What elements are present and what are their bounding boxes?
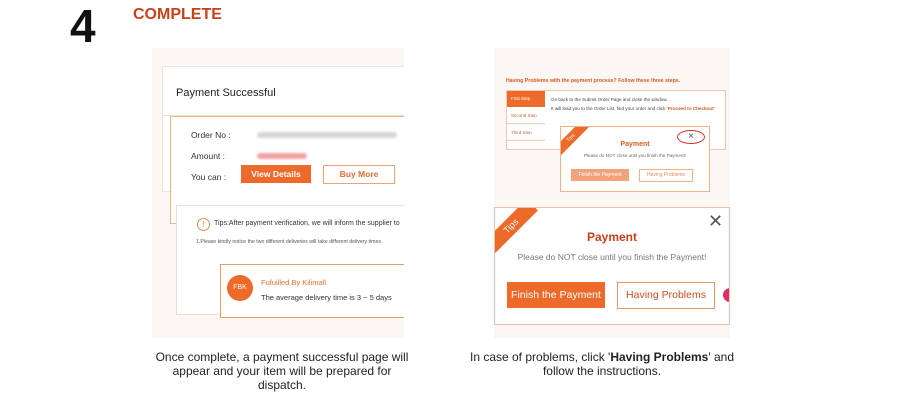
step-title: COMPLETE [133,6,222,23]
having-problems-hint: Having Problems with the payment process? Follow these three steps. [506,78,681,84]
tips-ribbon-large: Tips [494,207,538,253]
left-caption-line3: dispatch. [257,378,307,392]
buy-more-button[interactable]: Buy More [323,165,395,184]
finish-payment-button[interactable]: Finish the Payment [507,282,605,308]
right-caption-post: ' and [708,350,735,364]
right-caption-line1 [452,350,752,364]
left-caption-line2: appear and your item will be prepared for [172,364,392,378]
payment-popup-large [494,207,730,325]
popup-title-large: Payment [586,230,638,244]
right-caption-line2: follow the instructions. [542,364,662,378]
payment-popup-small [560,126,710,192]
fbk-delivery-box [220,264,404,318]
chat-bubble-icon [723,288,730,302]
amount-blurred [257,153,307,159]
tab-third-step[interactable]: Third Step [507,125,545,141]
tips-box [176,205,404,315]
fbk-logo: FBK [227,275,253,301]
view-details-button[interactable]: View Details [241,165,311,183]
close-icon[interactable]: ✕ [708,211,724,231]
order-number-label: Order No : [191,130,231,140]
payment-success-title: Payment Successful [176,87,276,99]
payment-success-screenshot [152,48,404,338]
close-icon[interactable]: × [677,130,705,144]
order-number-blurred [257,132,397,138]
tips-note: 1.Please kindly notice the two different deliveries will take different delivery times. [196,239,383,245]
right-caption-pre: In case of problems, click ' [469,350,611,364]
having-problems-screenshot [494,48,730,338]
proceed-to-checkout-link[interactable]: 'Proceed to Checkout' [666,106,715,111]
popup-message-large: Please do NOT close until you finish the Payment! [517,252,707,262]
tab-first-step[interactable]: First Step [507,91,545,107]
fbk-title: Fufuilled By Kilimall [261,278,327,287]
tips-text: Tips:After payment verification, we will inform the supplier to [214,220,400,227]
popup-message-small: Please do NOT close until you finish the Payment! [583,153,687,158]
left-caption [142,350,422,392]
finish-payment-button-small[interactable]: Finish the Payment [571,169,629,181]
exclamation-icon: ! [197,218,210,231]
step-instruction-2-text: It will lead you to the Order List, find your order and click [551,106,666,111]
tips-ribbon-small: Tips [560,126,589,156]
fbk-delivery-time: The average delivery time is 3 ~ 5 days [261,293,392,302]
step-instruction-1: Go back to the Submit Order Page and close the window. [551,97,668,102]
having-problems-button[interactable]: Having Problems [617,282,715,309]
popup-title-small: Payment [620,141,650,148]
having-problems-button-small[interactable]: Having Problems [639,169,693,182]
card-header [163,67,404,116]
amount-label: Amount : [191,151,226,161]
left-caption-line1: Once complete, a payment successful page will [155,350,409,364]
tab-second-step[interactable]: Second Step [507,108,545,124]
step-number: 4 [70,0,96,52]
right-caption-bold: Having Problems [610,350,709,364]
right-caption [452,350,752,378]
step-instruction-2 [551,106,715,111]
you-can-label: You can : [191,172,227,182]
